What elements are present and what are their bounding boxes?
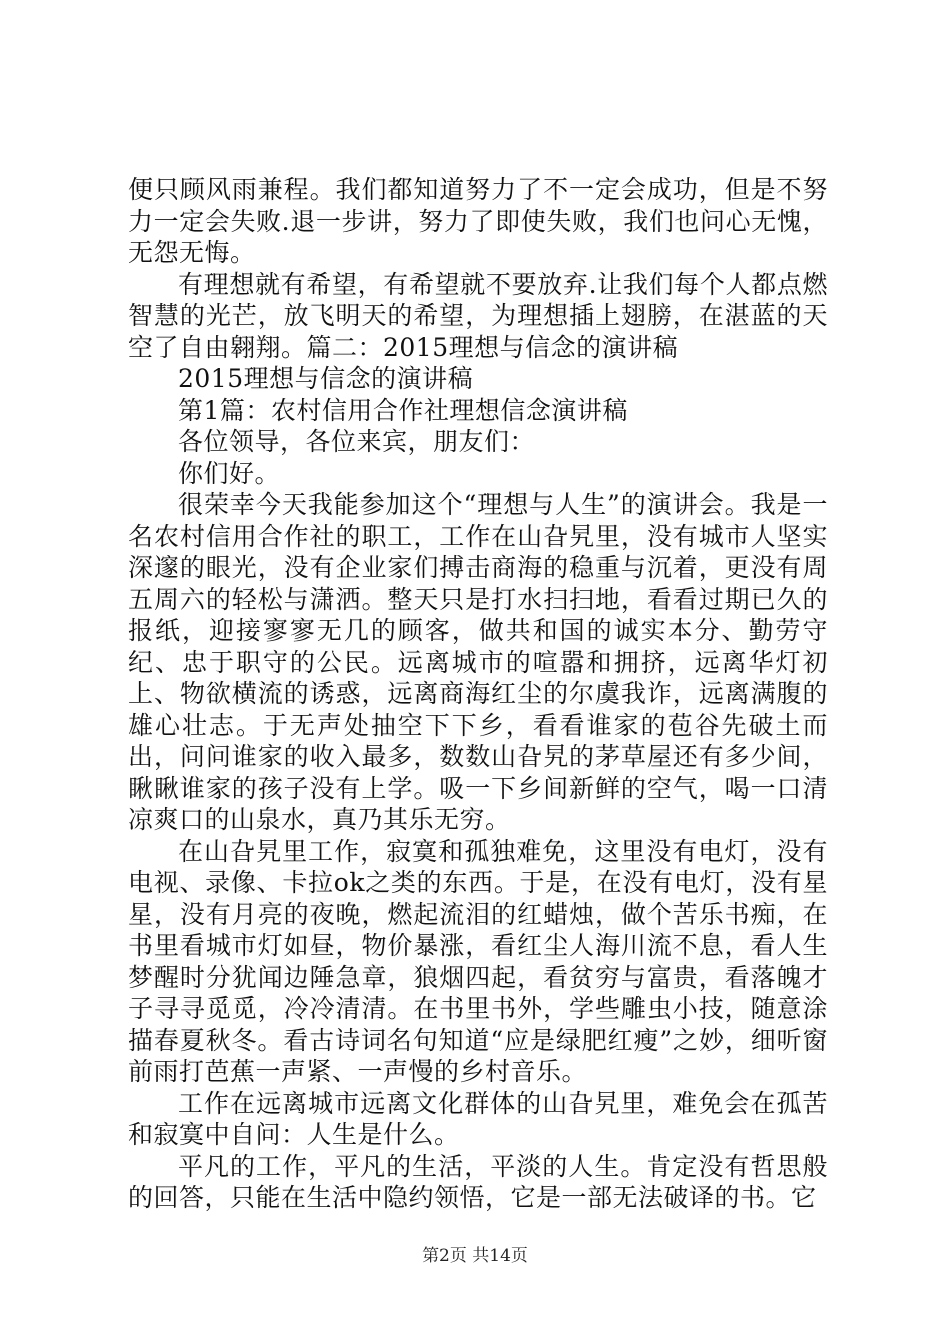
document-heading: 2015理想与信念的演讲稿 — [178, 364, 474, 393]
document-body — [128, 174, 828, 1214]
paragraph: 很荣幸今天我能参加这个“理想与人生”的演讲会。我是一名农村信用合作社的职工，工作在山旮旯里，没有城市人坚实深邃的眼光，没有企业家们搏击商海的稳重与沉着，更没有周五周六的轻松与潇洒。整天只是打水扫扫地，看看过期已久的报纸，迎接寥寥无几的顾客，做共和国的诚实本分、勤劳守纪、忠于职守的公民。远离城市的喧嚣和拥挤，远离华灯初上、物欲横流的诱惑，远离商海红尘的尔虞我诈，远离满腹的雄心壮志。于无声处抽空下下乡，看看谁家的苞谷先破土而出，问问谁家的收入最多，数数山旮旯的茅草屋还有多少间，瞅瞅谁家的孩子没有上学。吸一下乡间新鲜的空气，喝一口清凉爽口的山泉水，真乃其乐无穷。 — [128, 490, 828, 834]
page-footer: 第2页 共14页 — [422, 1246, 528, 1266]
greeting: 你们好。 — [178, 458, 281, 488]
paragraph: 有理想就有希望，有希望就不要放弃.让我们每个人都点燃智慧的光芒，放飞明天的希望，为理想插上翅膀，在湛蓝的天空了自由翱翔。篇二：2015理想与信念的演讲稿 — [128, 269, 828, 362]
paragraph: 平凡的工作，平凡的生活，平淡的人生。肯定没有哲思般的回答，只能在生活中隐约领悟，它是一部无法破译的书。它 — [128, 1151, 828, 1212]
paragraph: 工作在远离城市远离文化群体的山旮旯里，难免会在孤苦和寂寞中自问：人生是什么。 — [128, 1088, 828, 1149]
paragraph-continuation: 便只顾风雨兼程。我们都知道努力了不一定会成功，但是不努力一定会失败.退一步讲，努力了即使失败，我们也问心无愧，无怨无悔。 — [128, 175, 828, 267]
paragraph: 在山旮旯里工作，寂寞和孤独难免，这里没有电灯，没有电视、录像、卡拉ok之类的东西。于是，在没有电灯，没有星星，没有月亮的夜晚，燃起流泪的红蜡烛，做个苦乐书痴，在书里看城市灯如昼，物价暴涨，看红尘人海川流不息，看人生梦醒时分犹闻边陲急章，狼烟四起，看贫穷与富贵，看落魄才子寻寻觅觅，冷冷清清。在书里书外，学些雕虫小技，随意涂描春夏秋冬。看古诗词名句知道“应是绿肥红瘦”之妙，细听窗前雨打芭蕉一声紧、一声慢的乡村音乐。 — [128, 836, 828, 1086]
section-heading: 第1篇：农村信用合作社理想信念演讲稿 — [178, 395, 628, 425]
salutation: 各位领导，各位来宾，朋友们： — [178, 427, 536, 456]
